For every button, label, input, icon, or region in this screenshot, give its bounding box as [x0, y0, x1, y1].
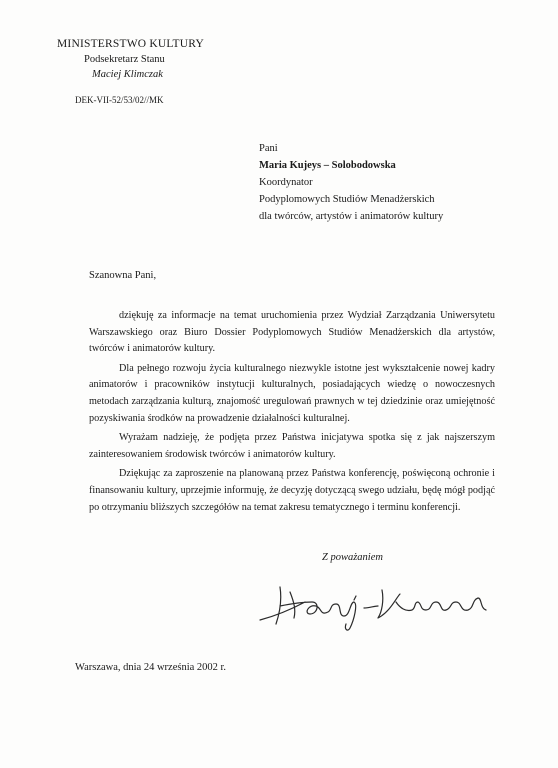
reference-number: DEK-VII-52/53/02//MK	[75, 95, 164, 105]
recipient-title: Pani	[259, 143, 278, 154]
body-paragraph: Dziękując za zaproszenie na planowaną przez Państwa konferencję, poświęconą ochronie i finansowaniu kultury, uprzejmie informuję, że decyzję dotyczącą swego udziału, będę mógł podjąć po otrzymaniu bliższych szczegółów na temat zakresu tematycznego i terminu konferencji.	[89, 468, 495, 513]
closing-phrase: Z poważaniem	[322, 552, 383, 563]
body-paragraph: Dla pełnego rozwoju życia kulturalnego niezwykle istotne jest wykształcenie nowej kadry animatorów i pracowników instytucji kulturalnych, posiadających wiedzę o nowoczesnych metodach zarządzania kulturą, znajomość uregulowań prawnych w tej dziedzinie oraz umiejętność pozyskiwania środków na prowadzenie działalności kulturalnej.	[89, 362, 495, 424]
body-paragraph: dziękuję za informacje na temat uruchomienia przez Wydział Zarządzania Uniwersytetu Warszawskiego oraz Biuro Dossier Podyplomowych Studiów Menadżerskich dla artystów, twórców i animatorów kultury.	[89, 310, 495, 355]
recipient-name: Maria Kujeys – Solobodowska	[259, 160, 396, 171]
place-and-date: Warszawa, dnia 24 września 2002 r.	[75, 662, 227, 673]
recipient-block	[259, 140, 443, 225]
recipient-program-line1: Podyplomowych Studiów Menadżerskich	[259, 194, 435, 205]
sender-position: Podsekretarz Stanu	[84, 54, 165, 65]
salutation: Szanowna Pani,	[89, 270, 157, 281]
body-paragraph: Wyrażam nadzieję, że podjęta przez Państwa inicjatywa spotka się z jak najszerszym zainteresowaniem środowisk twórców i animatorów kultury.	[89, 432, 495, 460]
letter-body	[89, 308, 495, 519]
sender-name: Maciej Klimczak	[92, 69, 163, 80]
ministry-name: MINISTERSTWO KULTURY	[57, 38, 205, 50]
handwritten-signature	[250, 572, 500, 632]
recipient-role: Koordynator	[259, 177, 313, 188]
recipient-program-line2: dla twórców, artystów i animatorów kultury	[259, 211, 444, 222]
